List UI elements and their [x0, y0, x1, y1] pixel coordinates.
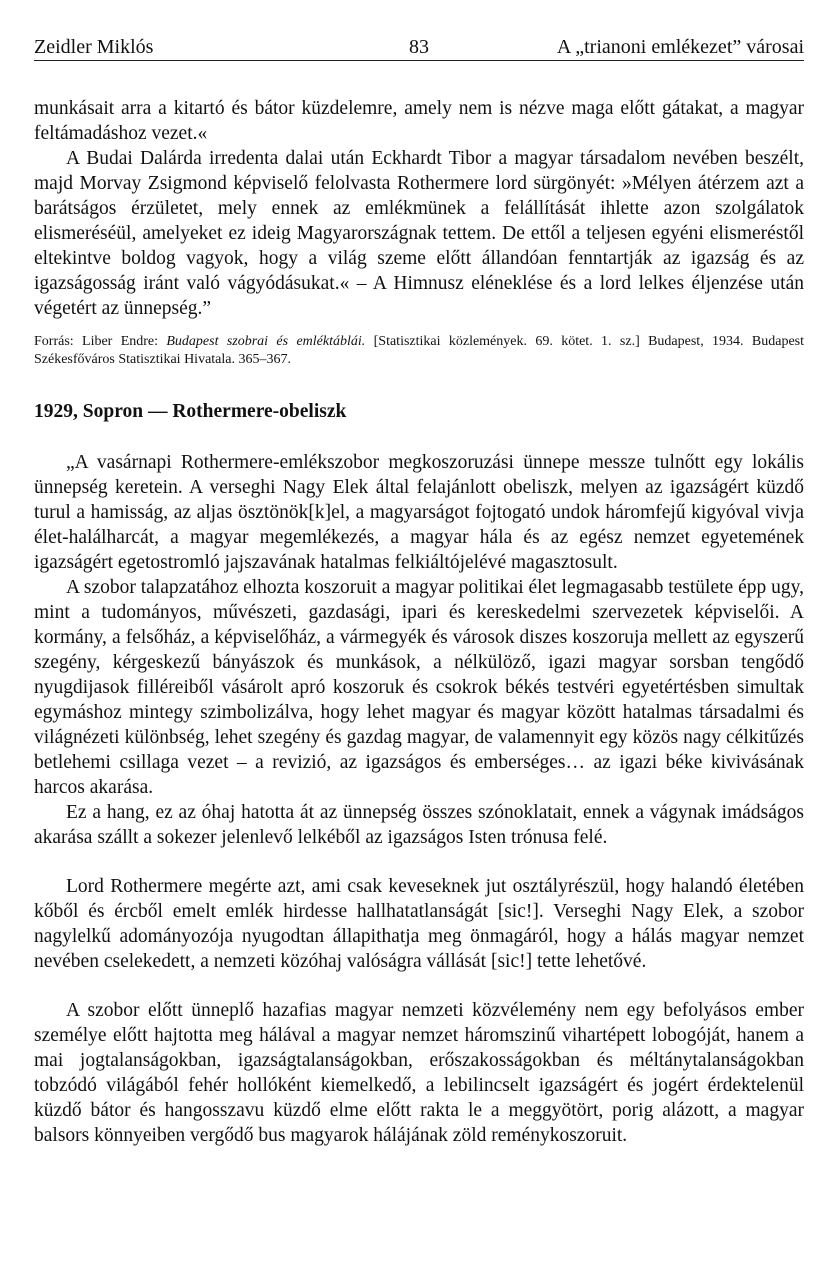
- paragraph-lord-rothermere: Lord Rothermere megérte azt, ami csak keveseknek jut osztályrészül, hogy halandó életében kőből és ércből emelt emlék hirdesse hallhatatlanságát [sic!]. Verseghi Nagy Elek, a szobor nagylelkű adományozója nyugodtan állapithatja meg önmagáról, hogy a hálás magyar nemzet nevében cselekedett, a nemzeti közóhaj valóságra vállását [sic!] tette lehetővé.: [34, 876, 804, 972]
- header-running-title: A „trianoni emlékezet” városai: [556, 36, 804, 58]
- source-prefix: Forrás: Liber Endre:: [34, 334, 167, 349]
- source-citation: [34, 333, 804, 369]
- source-rest: [Statisztikai közlemények. 69. kötet. 1. sz.] Budapest, 1934. Budapest Székesfőváros Statisztikai Hivatala. 365–367.: [34, 334, 805, 367]
- page-body: [34, 96, 804, 1148]
- source-title: Budapest szobrai és emléktáblái.: [166, 334, 366, 349]
- paragraph-budai-dalarda: A Budai Dalárda irredenta dalai után Eckhardt Tibor a magyar társadalom nevében beszélt, majd Morvay Zsigmond képviselő felolvasta Rothermere lord sürgönyét: »Mélyen átérzem azt a barátságos érzületet, mely ennek az emlékmünek a felállítását ihlette azon szolgálatok elismeréséül, amelyeket ez ideig Magyarországnak tettem. De ettől a teljesen egyéni elismeréstől eltekintve boldog vagyok, hogy a világ szeme előtt állandóan fenntartják az igazság és az igazságosság iránt való vágyódásukat.« – A Himnusz eléneklése és a lord lelkes éljenzése után végetért az ünnepség.”: [34, 148, 804, 319]
- paragraph-continued: munkásait arra a kitartó és bátor küzdelemre, amely nem is nézve maga előtt gátakat, a magyar feltámadáshoz vezet.«: [34, 98, 804, 144]
- paragraph-gap: [34, 974, 804, 998]
- paragraph-gap: [34, 850, 804, 874]
- paragraph-quote-start: „A vasárnapi Rothermere-emlékszobor megkoszoruzási ünnepe messze tulnőtt egy lokális ünnepség keretein. A verseghi Nagy Elek által felajánlott obeliszk, melyen az igazságért küzdő turul a hamisság, az aljas ösztönök[k]el, a magyarságot fojtogató undok háromfejű kigyóval vivja élet-halálharcát, a magyar megemlékezés, a magyar hála és az egész nemzet egyetemének igazságért egetostromló jajszavának hatalmas felkiáltójelévé magasztosult.: [34, 452, 804, 573]
- paragraph-public-opinion: A szobor előtt ünneplő hazafias magyar nemzeti közvélemény nem egy befolyásos ember személye előtt hajtotta meg hálával a magyar nemzet háromszinű vihartépett lobogóját, hanem a mai jogtalanságokban, igazságtalanságokban, erőszakosságokban és méltánytalanságokban tobzódó világából fehér hollóként kiemelkedő, a lebilincselt igazságért és jogért érdektelenül küzdő bátor és hangosszavu küzdő elme előtt rakta le a meggyötört, porig alázott, a magyar balsors könnyeiben vergődő bus magyarok hálájának zöld reménykoszoruit.: [34, 1000, 804, 1146]
- paragraph-wreaths: A szobor talapzatához elhozta koszoruit a magyar politikai élet legmagasabb testülete épp ugy, mint a tudományos, művészeti, gazdasági, ipari és kereskedelmi szervezetek képviselői. A kormány, a felsőház, a képviselőház, a vármegyék és városok diszes koszoruja mellett az egyszerű szegény, kérgeskezű bányászok és munkások, a nélkülöző, igazi magyar sorsban tengődő nyugdijasok filléreiből vásárolt apró koszoruk és csokrok békés testvéri egyetértésben simultak egymáshoz mintegy szimbolizálva, hogy lehet magyar és magyar között hatalmas társadalmi és világnézeti különbség, lehet szegény és gazdag magyar, de valamennyit egy közös nagy célkitűzés betlehemi csillaga vezet – a revizió, az igazságos és emberséges… az igazi béke kivivásának harcos akarása.: [34, 577, 804, 798]
- page-number: 83: [409, 36, 429, 58]
- paragraph-speeches: Ez a hang, ez az óhaj hatotta át az ünnepség összes szónoklatait, ennek a vágynak imádságos akarása szállt a sokezer jelenlevő lelkéből az igazságos Isten trónusa felé.: [34, 802, 804, 848]
- running-header: [34, 34, 804, 61]
- section-heading: 1929, Sopron — Rothermere-obeliszk: [34, 401, 347, 422]
- header-author: Zeidler Miklós: [34, 36, 154, 58]
